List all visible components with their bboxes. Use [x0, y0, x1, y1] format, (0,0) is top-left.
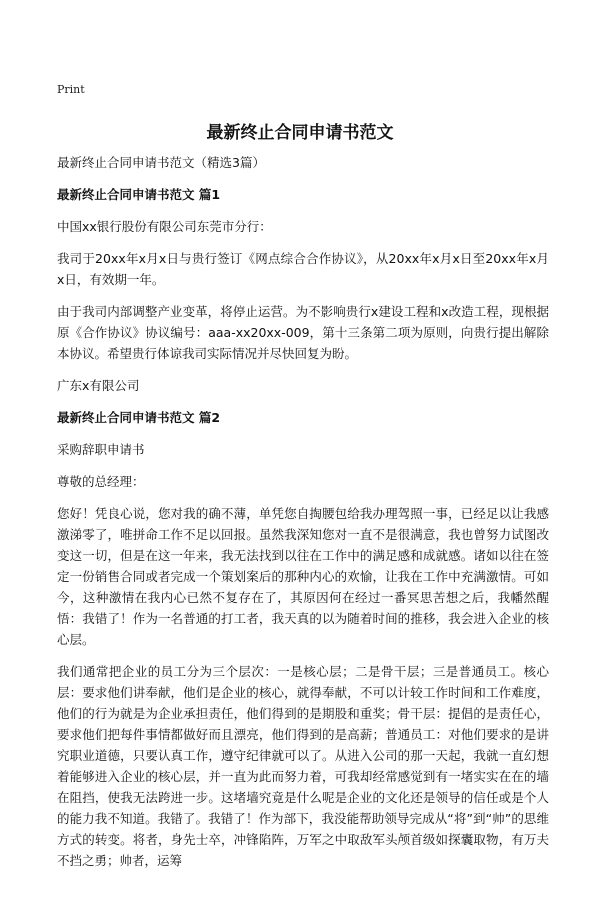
section1-recipient: 中国xx银行股份有限公司东莞市分行：: [57, 219, 272, 234]
section1-paragraph-2: 由于我司内部调整产业变革，将停止运营。为不影响贵行x建设工程和x改造工程，现根据原《合作协议》协议编号：aaa-xx20xx-009，第十三条第二项为原则，向贵行提出解除本协议。希望贵行体谅我司实际情况并尽快回复为盼。: [57, 304, 549, 361]
page-title: 最新终止合同申请书范文: [206, 123, 394, 143]
section1-signature: 广东x有限公司: [57, 378, 140, 393]
section1-heading: 最新终止合同申请书范文 篇1: [57, 187, 221, 202]
document-body: [57, 152, 549, 882]
section2-heading: 最新终止合同申请书范文 篇2: [57, 410, 221, 425]
section2-subtitle: 采购辞职申请书: [57, 442, 145, 457]
section2-salutation: 尊敬的总经理：: [57, 474, 145, 489]
intro-line: 最新终止合同申请书范文（精选3篇）: [57, 155, 265, 170]
section1-paragraph-1: 我司于20xx年x月x日与贵行签订《网点综合合作协议》，从20xx年x月x日至20xx年x月x日，有效期一年。: [57, 251, 549, 287]
section2-paragraph-1: 您好！凭良心说，您对我的确不薄，单凭您自掏腰包给我办理驾照一事，已经足以让我感激涕零了，唯拼命工作不足以回报。虽然我深知您对一直不是很满意，我也曾努力试图改变这一切，但是在这一年来，我无法找到以往在工作中的满足感和成就感。诸如以往在签定一份销售合同或者完成一个策划案后的那种内心的欢愉，让我在工作中充满激情。可如今，这种激情在我内心已然不复存在了，其原因何在经过一番冥思苦想之后，我幡然醒悟：我错了！作为一名普通的打工者，我天真的以为随着时间的推移，我会进入企业的核心层。: [57, 506, 549, 647]
print-label: Print: [57, 83, 85, 96]
section2-paragraph-2: 我们通常把企业的员工分为三个层次：一是核心层；二是骨干层；三是普通员工。核心层：要求他们讲奉献，他们是企业的核心，就得奉献，不可以计较工作时间和工作难度，他们的行为就是为企业承担责任，他们得到的是期股和重奖；骨干层：提倡的是责任心，要求他们把每件事情都做好而且漂亮，他们得到的是高薪；普通员工：对他们要求的是讲究职业道德，只要认真工作，遵守纪律就可以了。从进入公司的那一天起，我就一直幻想着能够进入企业的核心层，并一直为此而努力着，可我却经常感觉到有一堵实实在在的墙在阻挡，使我无法跨进一步。这堵墙究竟是什么呢是企业的文化还是领导的信任或是个人的能力我不知道。我错了。我错了！作为部下，我没能帮助领导完成从“将”到“帅”的思维方式的转变。将者，身先士卒，冲锋陷阵，万军之中取敌军头颅首级如探囊取物，有万夫不挡之勇；帅者，运筹: [57, 664, 549, 868]
